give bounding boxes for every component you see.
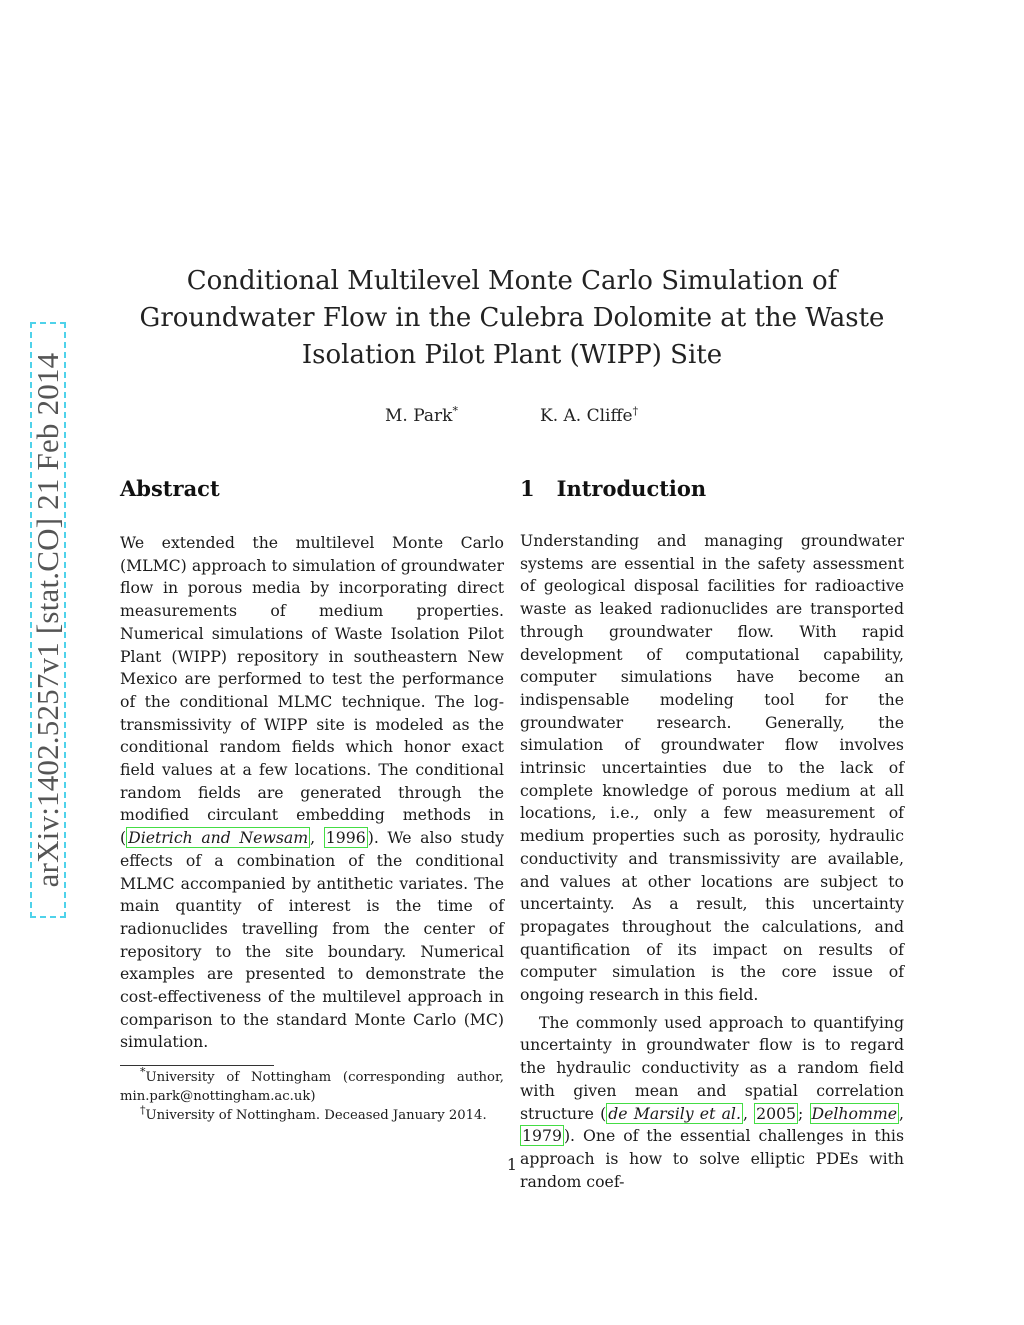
abstract-body [120,532,504,1054]
abstract-paragraph: We extended the multilevel Monte Carlo (MLMC) approach to simulation of groundwater flow in porous media by incorporating direct measurements of medium properties. Numerical simulations of Waste Isolation Pilot Plant (WIPP) repository in southeastern New Mexico are performed to test the performance of the conditional MLMC technique. The log-transmissivity of WIPP site is modeled as the conditional random fields which honor exact field values at a few locations. The conditional random fields are generated through the modified circulant embedding methods in ( Dietrich and Newsam , 1996 ). We also study effects of a combination of the conditional MLMC accompanied by antithetic variates. The main quantity of interest is the time of radionuclides travelling from the center of repository to the site boundary. Numerical examples are presented to demonstrate the cost-effectiveness of the multilevel approach in comparison to the standard Monte Carlo (MC) simulation. [120,533,504,1052]
citation-year-link[interactable]: 2005 [756,1103,797,1123]
footnote-mark: * [140,1065,146,1079]
page-number: 1 [506,1155,518,1174]
intro-text: ). One of the essential challenges in this approach is how to solve elliptic PDEs with random coef- [520,1126,904,1191]
footnote-text: University of Nottingham. Deceased January 2014. [145,1108,487,1123]
author-park [385,406,458,426]
introduction-body [520,530,904,1193]
citation-separator: ; [798,1103,810,1123]
intro-text: The commonly used approach to quantifying uncertainty in groundwater flow is to regard the hydraulic conductivity as a random field with given mean and spatial correlation structure ( [520,1012,904,1123]
footnote-2 [120,1103,504,1125]
section-number: 1 [520,476,535,501]
citation-year-link[interactable]: 1996 [325,828,366,848]
arxiv-stamp [30,322,66,918]
author-name: M. Park [385,406,453,426]
abstract-text: ). We also study effects of a combination of the conditional MLMC accompanied by antithetic variates. The main quantity of interest is the time of radionuclides travelling from the center of repository to the site boundary. Numerical examples are presented to demonstrate the cost-effectiveness of the multilevel approach in comparison to the standard Monte Carlo (MC) simulation. [120,828,504,1052]
citation-link-demarsily[interactable]: de Marsily et al. [608,1103,741,1123]
footnote-text: University of Nottingham (corresponding author, min.park@nottingham.ac.uk) [120,1070,504,1104]
arxiv-id: arXiv:1402.5257v1 [stat.CO] 21 Feb 2014 [30,352,65,888]
author-mark: † [632,404,639,418]
citation-link-dietrich[interactable]: Dietrich and Newsam [128,828,309,848]
author-mark: * [452,404,458,418]
footnote-1 [120,1065,504,1106]
abstract-heading: Abstract [120,476,220,501]
paper-title: Conditional Multilevel Monte Carlo Simulation of Groundwater Flow in the Culebra Dolomite at the Waste Isolation Pilot Plant (WIPP) Site [139,266,885,370]
section-title: Introduction [556,476,707,501]
intro-paragraph-1: Understanding and managing groundwater systems are essential in the safety assessment of geological disposal facilities for radioactive waste as leaked radionuclides are transported through groundwater flow. With rapid development of computational capability, computer simulations have become an indispensable modeling tool for the groundwater research. Generally, the simulation of groundwater flow involves intrinsic uncertainties due to the lack of complete knowledge of porous medium at all locations, i.e., only a few measurement of medium properties such as porosity, hydraulic conductivity and transmissivity are available, and values at other locations are subject to uncertainty. As a result, this uncertainty propagates throughout the calculations, and quantification of its impact on results of computer simulation is the core issue of ongoing research in this field. [520,531,904,1005]
citation-year-link[interactable]: 1979 [522,1126,562,1146]
footnote-mark: † [140,1103,146,1117]
intro-paragraph-2: The commonly used approach to quantifying uncertainty in groundwater flow is to regard the hydraulic conductivity as a random field with given mean and spatial correlation structure ( de Marsily et al. , 2005 ; Delhomme , 1979 ). One of the essential challenges in this approach is how to solve elliptic PDEs with random coef- [520,1012,904,1191]
author-cliffe [540,406,638,426]
abstract-text: We extended the multilevel Monte Carlo (MLMC) approach to simulation of groundwater flow in porous media by incorporating direct measurements of medium properties. Numerical simulations of Waste Isolation Pilot Plant (WIPP) repository in southeastern New Mexico are performed to test the performance of the conditional MLMC technique. The log-transmissivity of WIPP site is modeled as the conditional random fields which honor exact field values at a few locations. The conditional random fields are generated through the modified circulant embedding methods in ( [120,533,504,848]
citation-link-delhomme[interactable]: Delhomme [811,1103,897,1123]
footnotes [120,1065,504,1125]
author-name: K. A. Cliffe [540,406,633,426]
introduction-heading [520,476,706,501]
